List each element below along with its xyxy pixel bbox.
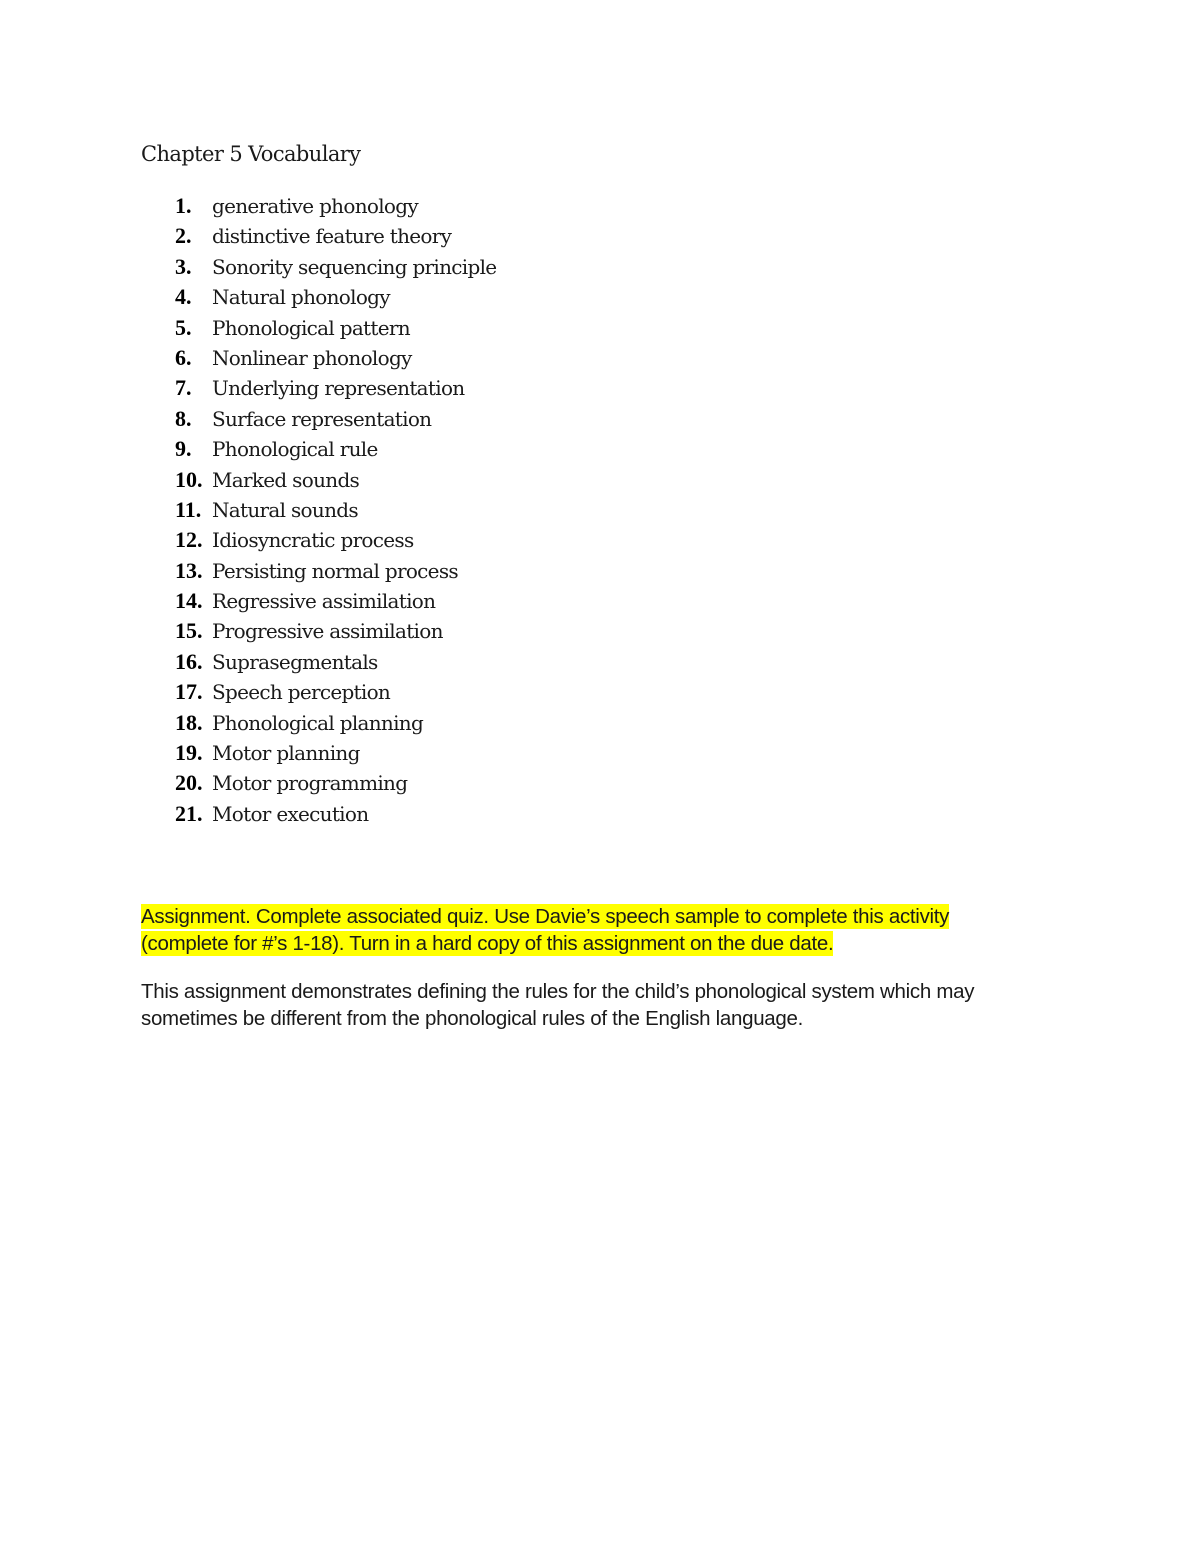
list-item-term: Phonological rule xyxy=(212,437,378,462)
list-item-term: Idiosyncratic process xyxy=(212,528,414,553)
list-item-term: Natural sounds xyxy=(212,497,358,522)
list-item-term: Motor planning xyxy=(212,741,360,766)
list-item-number: 13. xyxy=(175,557,203,583)
list-item-term: generative phonology xyxy=(212,194,418,218)
list-item-term: distinctive feature theory xyxy=(212,224,452,249)
list-item-number: 20. xyxy=(175,770,203,796)
list-item-term: Underlying representation xyxy=(212,376,465,401)
list-item-number: 14. xyxy=(175,588,203,614)
assignment-line-1: Assignment. Complete associated quiz. Use Davie’s speech sample to complete this activity xyxy=(141,905,950,928)
list-item-term: Progressive assimilation xyxy=(212,619,443,644)
page-title: Chapter 5 Vocabulary xyxy=(141,142,361,166)
explanation-paragraph xyxy=(141,978,1081,1032)
list-item-number: 17. xyxy=(175,679,203,705)
list-item-number: 15. xyxy=(175,618,203,644)
list-item-term: Regressive assimilation xyxy=(212,589,436,614)
list-item-number: 8. xyxy=(175,405,192,431)
list-item-number: 7. xyxy=(175,375,192,401)
assignment-line-2: (complete for #’s 1-18). Turn in a hard copy of this assignment on the due date. xyxy=(141,932,834,955)
list-item-number: 18. xyxy=(175,709,203,735)
list-item-term: Marked sounds xyxy=(212,467,360,492)
list-item-term: Motor execution xyxy=(212,801,369,826)
list-item-term: Surface representation xyxy=(212,406,432,431)
list-item-number: 3. xyxy=(175,253,192,279)
list-item-term: Speech perception xyxy=(212,680,391,705)
explanation-line-1: This assignment demonstrates defining the rules for the child’s phonological system which may xyxy=(141,980,975,1003)
list-item-number: 9. xyxy=(175,436,192,462)
list-item-number: 6. xyxy=(175,344,192,370)
list-item-term: Persisting normal process xyxy=(212,558,458,583)
assignment-paragraph xyxy=(141,903,1061,957)
list-item-number: 2. xyxy=(175,223,192,249)
list-item-term: Natural phonology xyxy=(212,285,390,310)
list-item-term: Phonological planning xyxy=(212,710,424,735)
list-item-term: Phonological pattern xyxy=(212,315,410,340)
list-item-number: 11. xyxy=(175,496,202,522)
list-item-number: 16. xyxy=(175,648,203,674)
list-item-number: 12. xyxy=(175,527,203,553)
list-item-term: Suprasegmentals xyxy=(212,649,378,674)
list-item-term: Nonlinear phonology xyxy=(212,345,412,370)
list-item-number: 19. xyxy=(175,740,203,766)
list-item-number: 1. xyxy=(175,193,192,218)
list-item-number: 21. xyxy=(175,800,203,826)
list-item-term: Motor programming xyxy=(212,771,408,796)
list-item-number: 4. xyxy=(175,284,192,310)
list-item-number: 5. xyxy=(175,314,192,340)
explanation-line-2: sometimes be different from the phonological rules of the English language. xyxy=(141,1007,804,1030)
list-item-number: 10. xyxy=(175,466,203,492)
list-item-term: Sonority sequencing principle xyxy=(212,254,497,279)
